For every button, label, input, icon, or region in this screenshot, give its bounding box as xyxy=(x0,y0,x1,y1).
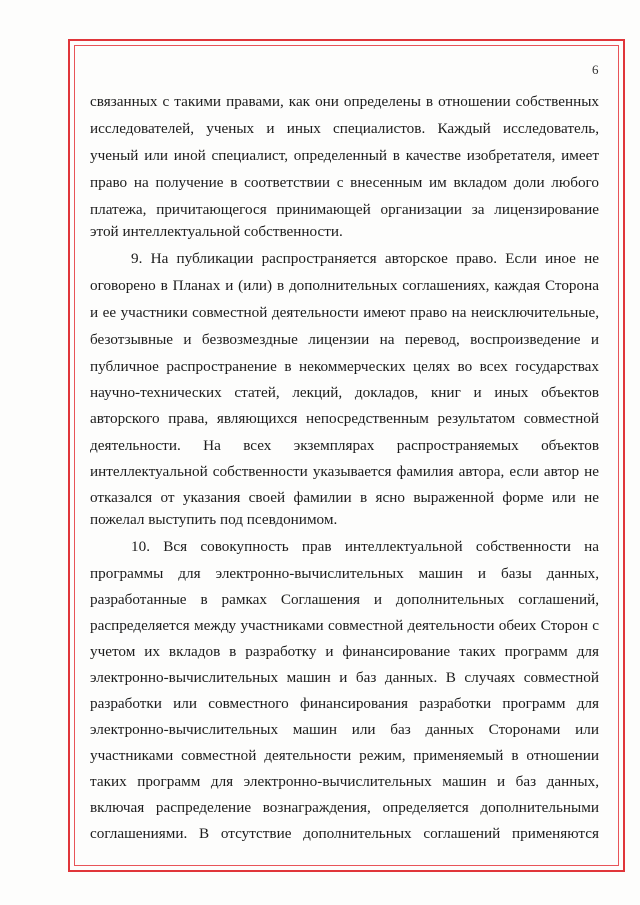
paragraph-10-start: 10. Вся совокупность прав интеллектуальной собственности на xyxy=(131,538,599,555)
text-line: публичное распространение в некоммерческих целях во всех государствах xyxy=(90,358,599,375)
text-line: участниками совместной деятельности режим, применяемый в отношении xyxy=(90,747,599,764)
text-line: соглашениями. В отсутствие дополнительных соглашений применяются xyxy=(90,825,599,842)
text-line: разработки или совместного финансирования разработки программ для xyxy=(90,695,599,712)
text-line: деятельности. На всех экземплярах распространяемых объектов xyxy=(90,437,599,454)
text-line: электронно-вычислительных машин или баз данных Сторонами или xyxy=(90,721,599,738)
text-line: исследователей, ученых и иных специалистов. Каждый исследователь, xyxy=(90,120,599,137)
text-line: оговорено в Планах и (или) в дополнительных соглашениях, каждая Сторона xyxy=(90,277,599,294)
paragraph-9-start: 9. На публикации распространяется авторское право. Если иное не xyxy=(131,250,599,267)
text-line: научно-технических статей, лекций, докладов, книг и иных объектов xyxy=(90,384,599,401)
text-line: пожелал выступить под псевдонимом. xyxy=(90,511,338,528)
text-line: разработанные в рамках Соглашения и дополнительных соглашений, xyxy=(90,591,599,608)
text-line: электронно-вычислительных машин и баз данных. В случаях совместной xyxy=(90,669,599,686)
text-line: связанных с такими правами, как они определены в отношении собственных xyxy=(90,93,599,110)
text-line: ученый или иной специалист, определенный в качестве изобретателя, имеет xyxy=(90,147,599,164)
text-line: включая распределение вознаграждения, определяется дополнительными xyxy=(90,799,599,816)
text-line: безотзывные и безвозмездные лицензии на перевод, воспроизведение и xyxy=(90,331,599,348)
text-line: распределяется между участниками совместной деятельности обеих Сторон с xyxy=(90,617,599,634)
text-line: программы для электронно-вычислительных машин и базы данных, xyxy=(90,565,599,582)
text-line: учетом их вкладов в разработку и финансирование таких программ для xyxy=(90,643,599,660)
text-line: авторского права, являющихся непосредственным результатом совместной xyxy=(90,410,599,427)
text-line: этой интеллектуальной собственности. xyxy=(90,223,343,240)
text-line: платежа, причитающегося принимающей организации за лицензирование xyxy=(90,201,599,218)
text-line: отказался от указания своей фамилии в ясно выраженной форме или не xyxy=(90,489,599,506)
page-border-inner xyxy=(74,45,619,866)
text-line: право на получение в соответствии с внесенным им вкладом доли любого xyxy=(90,174,599,191)
text-line: и ее участники совместной деятельности имеют право на неисключительные, xyxy=(90,304,599,321)
text-line: таких программ для электронно-вычислительных машин и баз данных, xyxy=(90,773,599,790)
text-line: интеллектуальной собственности указывается фамилия автора, если автор не xyxy=(90,463,599,480)
page-number: 6 xyxy=(592,62,599,77)
